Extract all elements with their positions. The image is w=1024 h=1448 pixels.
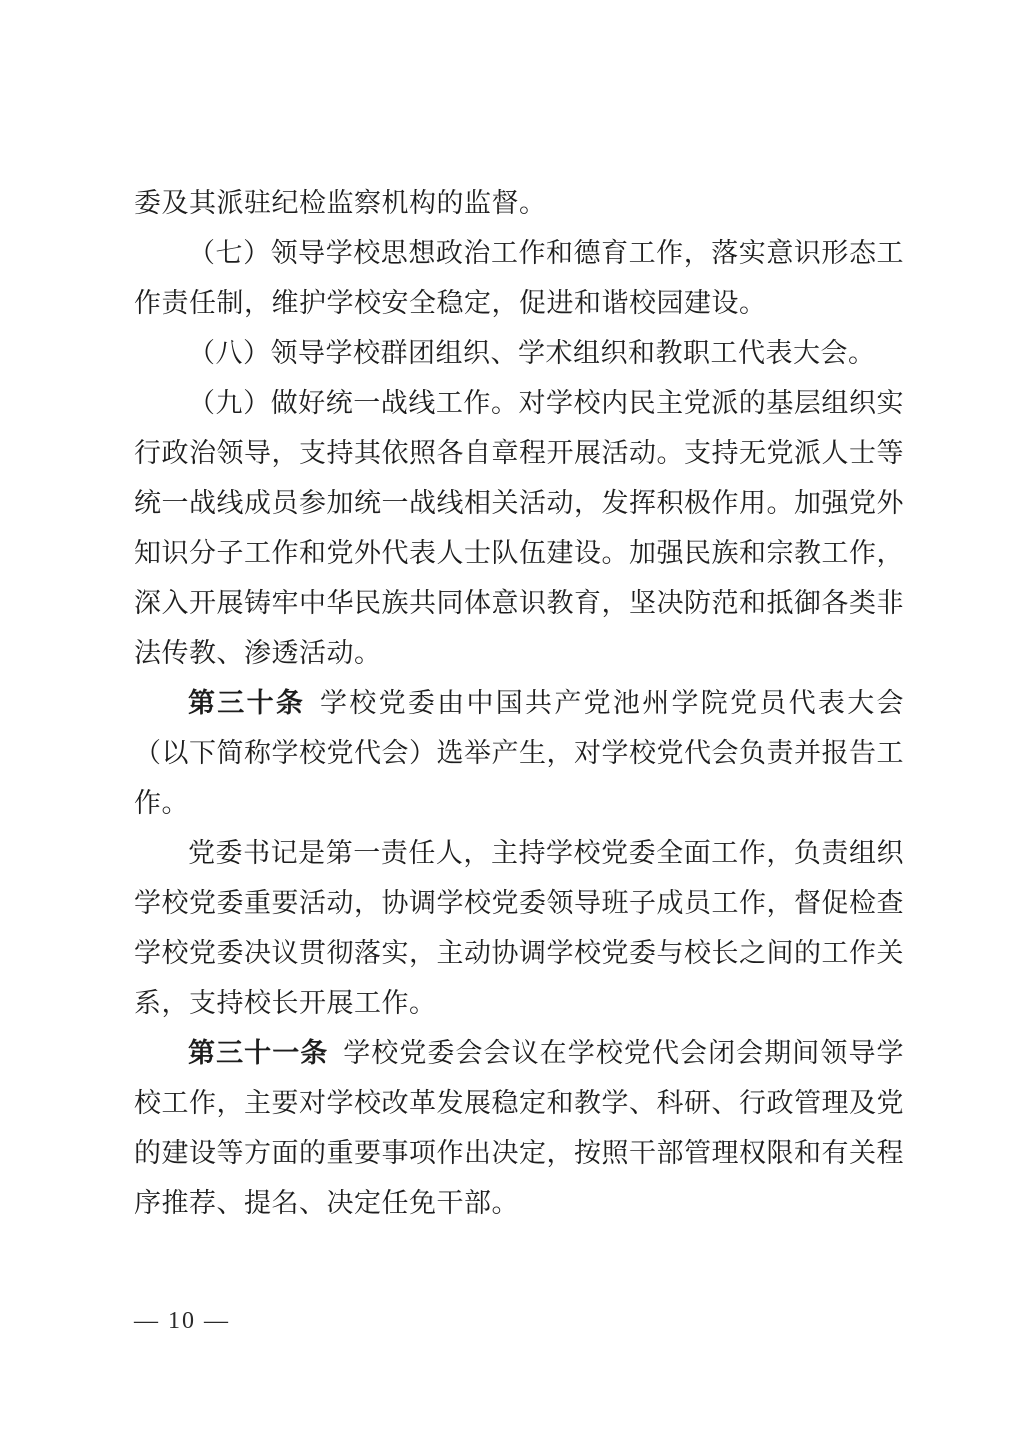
paragraph-line: 行政治领导，支持其依照各自章程开展活动。支持无党派人士等 — [134, 438, 904, 468]
paragraph-line: 校工作，主要对学校改革发展稳定和教学、科研、行政管理及党 — [134, 1088, 904, 1118]
paragraph-line: 学校党委重要活动，协调学校党委领导班子成员工作，督促检查 — [134, 888, 904, 918]
paragraph-line: 的建设等方面的重要事项作出决定，按照干部管理权限和有关程 — [134, 1138, 904, 1168]
paragraph-line: （八）领导学校群团组织、学术组织和教职工代表大会。 — [188, 338, 876, 368]
paragraph-line: 序推荐、提名、决定任免干部。 — [134, 1188, 519, 1218]
paragraph-line: （七）领导学校思想政治工作和德育工作，落实意识形态工 — [188, 238, 904, 268]
paragraph-line: 知识分子工作和党外代表人士队伍建设。加强民族和宗教工作， — [134, 538, 904, 568]
article-text: 学校党委会会议在学校党代会闭会期间领导学 — [343, 1038, 905, 1068]
paragraph-line: 委及其派驻纪检监察机构的监督。 — [134, 188, 547, 218]
article-30-line — [134, 678, 904, 728]
paragraph-line: 系，支持校长开展工作。 — [134, 988, 437, 1018]
paragraph-line: 作责任制，维护学校安全稳定，促进和谐校园建设。 — [134, 288, 767, 318]
article-31-number: 第三十一条 — [188, 1038, 329, 1068]
paragraph-line: 学校党委决议贯彻落实，主动协调学校党委与校长之间的工作关 — [134, 938, 904, 968]
paragraph-line: 法传教、渗透活动。 — [134, 638, 382, 668]
paragraph-line: 党委书记是第一责任人，主持学校党委全面工作，负责组织 — [188, 838, 904, 868]
document-body — [134, 178, 904, 1228]
article-30-number: 第三十条 — [188, 688, 306, 718]
paragraph-line: （以下简称学校党代会）选举产生，对学校党代会负责并报告工 — [134, 738, 904, 768]
article-text: 学校党委由中国共产党池州学院党员代表大会 — [320, 688, 905, 718]
paragraph-line: 作。 — [134, 788, 189, 818]
page-number: — 10 — — [134, 1308, 230, 1334]
paragraph-line: 深入开展铸牢中华民族共同体意识教育，坚决防范和抵御各类非 — [134, 588, 904, 618]
paragraph-line: 统一战线成员参加统一战线相关活动，发挥积极作用。加强党外 — [134, 488, 904, 518]
paragraph-line: （九）做好统一战线工作。对学校内民主党派的基层组织实 — [188, 388, 904, 418]
article-31-line — [134, 1028, 904, 1078]
